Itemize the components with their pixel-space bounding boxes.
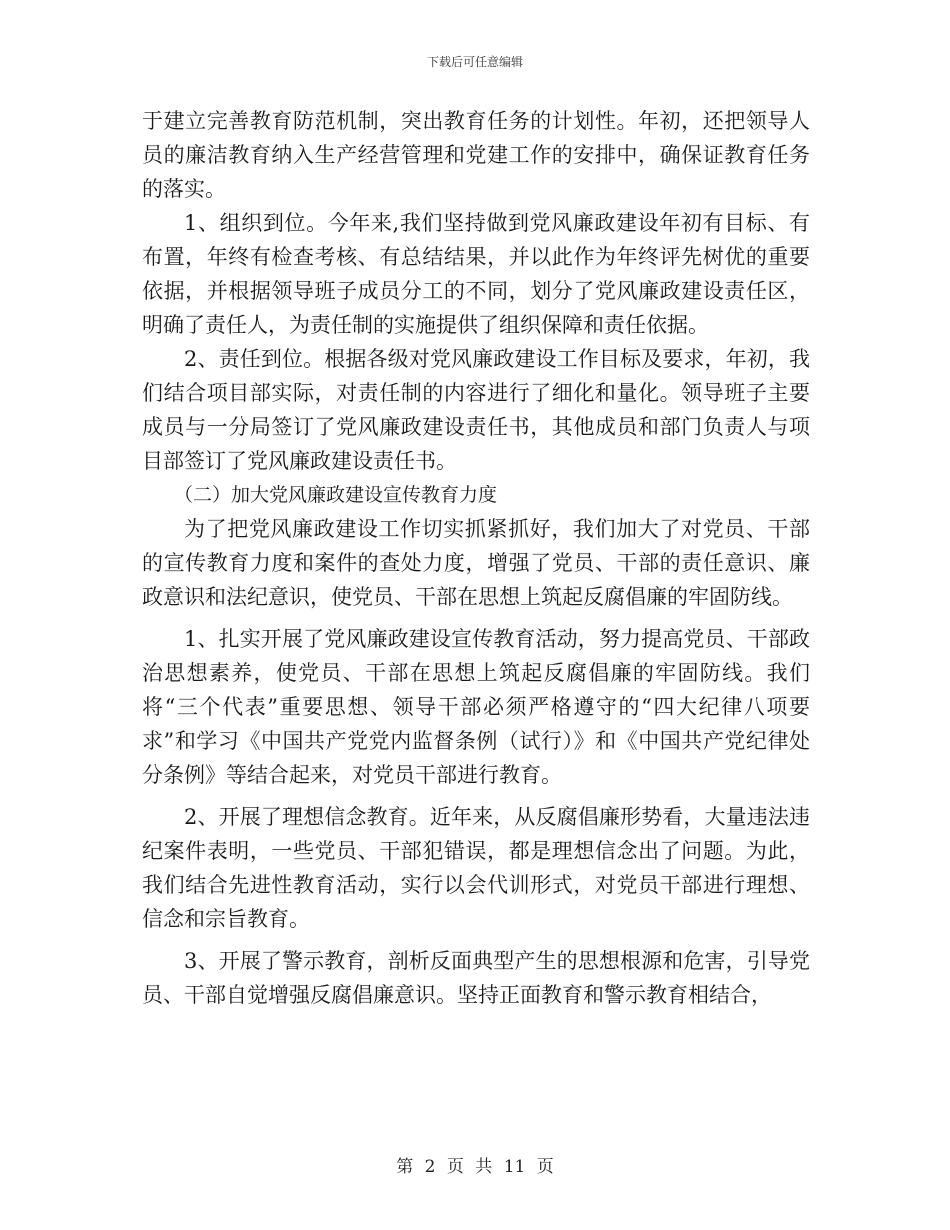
paragraph-intro: 为了把党风廉政建设工作切实抓紧抓好，我们加大了对党员、干部的宣传教育力度和案件的查处力度，增强了党员、干部的责任意识、廉政意识和法纪意识，使党员、干部在思想上筑起反腐倡廉的牢固防线。 [142,517,810,609]
paragraph-ideals: 2、开展了理想信念教育。近年来，从反腐倡廉形势看，大量违法违纪案件表明，一些党员、干部犯错误，都是理想信念出了问题。为此，我们结合先进性教育活动，实行以会代训形式，对党员干部进行理想、信念和宗旨教育。 [142,805,810,931]
page-number: 第 2 页 共 11 页 [396,1157,554,1177]
section-heading: （二）加大党风廉政建设宣传教育力度 [174,484,498,506]
document-body [142,104,810,1012]
paragraph-responsibility: 2、责任到位。根据各级对党风廉政建设工作目标及要求，年初，我们结合项目部实际，对责任制的内容进行了细化和量化。领导班子主要成员与一分局签订了党风廉政建设责任书，其他成员和部门负责人与项目部签订了党风廉政建设责任书。 [142,347,810,473]
paragraph-propaganda: 1、扎实开展了党风廉政建设宣传教育活动，努力提高党员、干部政治思想素养，使党员、干部在思想上筑起反腐倡廉的牢固防线。我们将“三个代表”重要思想、领导干部必须严格遵守的“四大纪律八项要求”和学习《中国共产党党内监督条例（试行）》和《中国共产党纪律处分条例》等结合起来，对党员干部进行教育。 [142,627,810,787]
paragraph-continued: 于建立完善教育防范机制，突出教育任务的计划性。年初，还把领导人员的廉洁教育纳入生产经营管理和党建工作的安排中，确保证教育任务的落实。 [142,109,810,201]
paragraph-organization: 1、组织到位。今年来,我们坚持做到党风廉政建设年初有目标、有布置，年终有检查考核、有总结结果，并以此作为年终评先树优的重要依据，并根据领导班子成员分工的不同，划分了党风廉政建设责任区，明确了责任人，为责任制的实施提供了组织保障和责任依据。 [142,211,810,337]
paragraph-warning: 3、开展了警示教育，剖析反面典型产生的思想根源和危害，引导党员、干部自觉增强反腐倡廉意识。坚持正面教育和警示教育相结合， [142,949,810,1007]
page-header: 下载后可任意编辑 [426,55,523,69]
